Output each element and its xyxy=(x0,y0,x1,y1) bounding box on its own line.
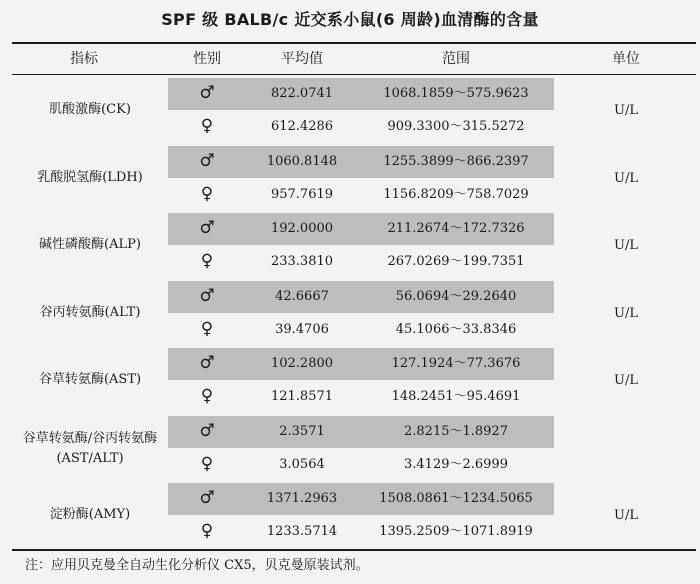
indicator-name: 肌酸激酶(CK) xyxy=(49,102,131,117)
female-range: 1395.2509～1071.8919 xyxy=(379,524,533,539)
unit-value: U/L xyxy=(614,373,638,388)
male-symbol: ♂ xyxy=(199,150,215,171)
male-range: 127.1924～77.3676 xyxy=(391,356,521,371)
male-mean: 42.6667 xyxy=(275,288,329,304)
female-mean: 233.3810 xyxy=(270,254,334,269)
indicator-name: 谷草转氨酶(AST) xyxy=(38,372,142,387)
male-mean: 192.0000 xyxy=(270,221,334,236)
female-mean: 121.8571 xyxy=(270,389,334,404)
female-mean: 3.0564 xyxy=(279,456,325,472)
table-note: 注：应用贝克曼全自动生化分析仪 CX5，贝克曼原装试剂。 xyxy=(25,558,369,573)
female-symbol: ♀ xyxy=(200,318,214,339)
female-range: 3.4129～2.6999 xyxy=(404,456,508,472)
female-symbol: ♀ xyxy=(200,183,214,204)
table-title: SPF 级 BALB/c 近交系小鼠(6 周龄)血清酶的含量 xyxy=(161,10,539,29)
indicator-name: 谷草转氨酶/谷丙转氨酶 xyxy=(22,430,158,446)
female-symbol: ♀ xyxy=(200,386,214,406)
header-range: 范围 xyxy=(442,51,470,67)
female-symbol: ♀ xyxy=(200,521,214,541)
male-range: 211.2674～172.7326 xyxy=(387,221,525,236)
male-symbol: ♂ xyxy=(199,83,215,103)
female-symbol: ♀ xyxy=(200,116,214,136)
male-symbol: ♂ xyxy=(199,420,215,441)
female-mean: 1233.5714 xyxy=(266,524,338,539)
male-mean: 1060.8148 xyxy=(266,153,338,169)
bottom-rule xyxy=(12,549,696,551)
male-symbol: ♂ xyxy=(199,285,215,306)
header-unit: 单位 xyxy=(612,51,640,67)
header-sex: 性别 xyxy=(193,51,221,67)
male-mean: 2.3571 xyxy=(279,423,325,439)
female-range: 45.1066～33.8346 xyxy=(395,321,517,337)
female-mean: 39.4706 xyxy=(275,321,329,337)
unit-value: U/L xyxy=(614,238,638,253)
female-symbol: ♀ xyxy=(200,453,214,474)
female-symbol: ♀ xyxy=(200,251,214,271)
unit-value: U/L xyxy=(614,103,638,118)
unit-value: U/L xyxy=(614,170,638,186)
male-range: 1068.1859～575.9623 xyxy=(383,86,529,101)
female-range: 148.2451～95.4691 xyxy=(391,389,521,404)
male-mean: 822.0741 xyxy=(270,86,334,101)
indicator-name-line2: (AST/ALT) xyxy=(56,450,124,466)
male-range: 56.0694～29.2640 xyxy=(395,288,517,304)
female-mean: 612.4286 xyxy=(270,119,334,134)
male-symbol: ♂ xyxy=(199,218,215,238)
indicator-name: 碱性磷酸酶(ALP) xyxy=(39,237,141,252)
male-range: 1255.3899～866.2397 xyxy=(383,153,529,169)
header-rule xyxy=(12,74,696,75)
indicator-name: 谷丙转氨酶(ALT) xyxy=(39,304,141,320)
header-indicator: 指标 xyxy=(70,51,98,67)
male-range: 1508.0861～1234.5065 xyxy=(379,491,533,506)
header-mean: 平均值 xyxy=(281,51,323,67)
indicator-name: 淀粉酶(AMY) xyxy=(49,507,131,522)
female-range: 1156.8209～758.7029 xyxy=(383,186,529,202)
female-range: 267.0269～199.7351 xyxy=(387,254,525,269)
male-mean: 102.2800 xyxy=(270,356,334,371)
female-mean: 957.7619 xyxy=(270,186,334,202)
male-symbol: ♂ xyxy=(199,353,215,373)
female-range: 909.3300～315.5272 xyxy=(387,119,525,134)
male-range: 2.8215～1.8927 xyxy=(404,423,508,439)
male-symbol: ♂ xyxy=(199,488,215,508)
male-mean: 1371.2963 xyxy=(266,491,338,506)
indicator-name: 乳酸脱氢酶(LDH) xyxy=(37,169,143,185)
unit-value: U/L xyxy=(614,305,638,321)
unit-value: U/L xyxy=(614,508,638,523)
